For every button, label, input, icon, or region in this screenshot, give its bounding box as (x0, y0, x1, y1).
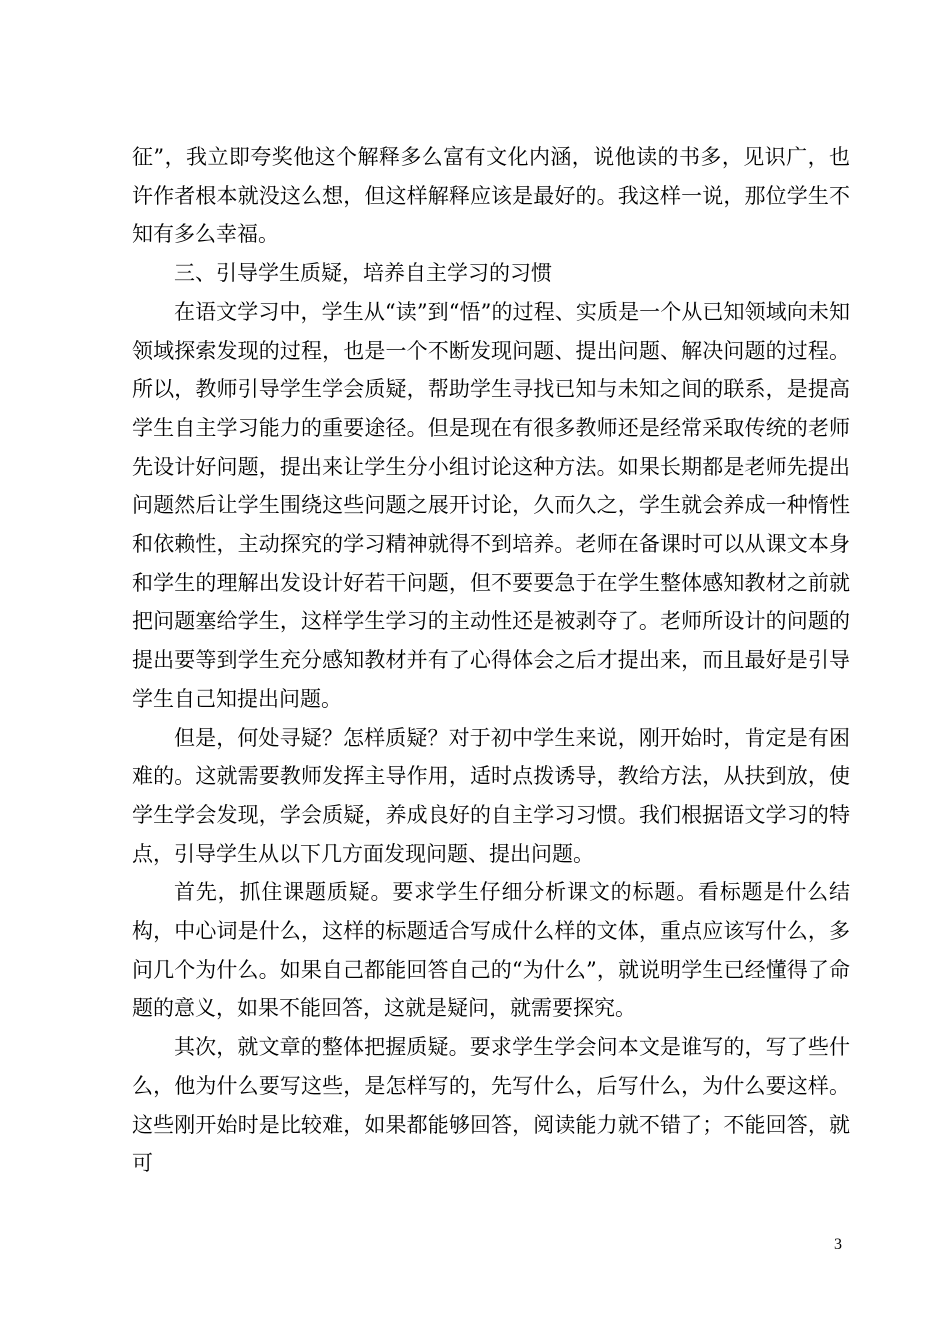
paragraph-4: 首先，抓住课题质疑。要求学生仔细分析课文的标题。看标题是什么结构，中心词是什么，这样的标题适合写成什么样的文体，重点应该写什么，多问几个为什么。如果自己都能回答自己的“为什么”，就说明学生已经懂得了命题的意义，如果不能回答，这就是疑问，就需要探究。 (132, 880, 850, 1021)
section-heading: 三、引导学生质疑，培养自主学习的习惯 (174, 261, 552, 286)
page-number: 3 (834, 1236, 842, 1253)
paragraph-1: 征”，我立即夸奖他这个解释多么富有文化内涵，说他读的书多，见识广，也许作者根本就没这么想，但这样解释应该是最好的。我这样一说，那位学生不知有多么幸福。 (132, 145, 850, 247)
paragraph-5: 其次，就文章的整体把握质疑。要求学生学会问本文是谁写的，写了些什么，他为什么要写这些，是怎样写的，先写什么，后写什么，为什么要这样。这些刚开始时是比较难，如果都能够回答，阅读能力就不错了；不能回答，就可 (132, 1035, 850, 1176)
paragraph-2: 在语文学习中，学生从“读”到“悟”的过程、实质是一个从已知领域向未知领域探索发现的过程，也是一个不断发现问题、提出问题、解决问题的过程。所以，教师引导学生学会质疑，帮助学生寻找已知与未知之间的联系，是提高学生自主学习能力的重要途径。但是现在有很多教师还是经常采取传统的老师先设计好问题，提出来让学生分小组讨论这种方法。如果长期都是老师先提出问题然后让学生围绕这些问题之展开讨论，久而久之，学生就会养成一种惰性和依赖性，主动探究的学习精神就得不到培养。老师在备课时可以从课文本身和学生的理解出发设计好若干问题，但不要要急于在学生整体感知教材之前就把问题塞给学生，这样学生学习的主动性还是被剥夺了。老师所设计的问题的提出要等到学生充分感知教材并有了心得体会之后才提出来，而且最好是引导学生自己知提出问题。 (132, 299, 850, 711)
body-text (132, 138, 850, 1183)
paragraph-3: 但是，何处寻疑？怎样质疑？对于初中学生来说，刚开始时，肯定是有困难的。这就需要教师发挥主导作用，适时点拨诱导，教给方法，从扶到放，使学生学会发现，学会质疑，养成良好的自主学习习惯。我们根据语文学习的特点，引导学生从以下几方面发现问题、提出问题。 (132, 725, 850, 866)
